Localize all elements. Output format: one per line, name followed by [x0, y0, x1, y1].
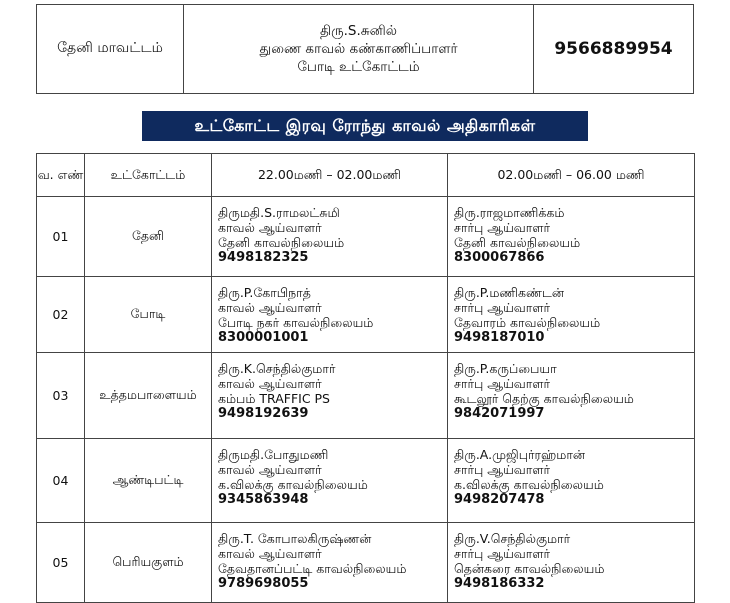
officer-name: திரு.P.கருப்பையா — [454, 361, 557, 376]
row-serial: 04 — [37, 439, 85, 523]
officer-rank: காவல் ஆய்வாளர் — [218, 376, 322, 391]
officer-name: திருமதி.S.ராமலட்சுமி — [218, 205, 340, 220]
district-name: தேனி மாவட்டம் — [57, 40, 163, 56]
officer-cell-s1 — [212, 353, 448, 439]
table-body — [37, 197, 695, 603]
officer-rank: காவல் ஆய்வாளர் — [218, 546, 322, 561]
officer-name: திருமதி.போதுமணி — [218, 447, 329, 462]
officer-phone: 9498187010 — [454, 330, 545, 345]
row-subdivision: பெரியகுளம் — [85, 523, 212, 603]
row-serial: 05 — [37, 523, 85, 603]
table-header-row — [37, 154, 695, 197]
section-banner — [142, 111, 588, 141]
col-subdivision: உட்கோட்டம் — [85, 154, 212, 197]
officer-cell-s2 — [448, 277, 695, 353]
officer-station: தேவதானப்பட்டி காவல்நிலையம் — [218, 561, 407, 576]
table-row — [37, 197, 695, 277]
officer-phone: 9498186332 — [454, 576, 545, 591]
officer-rank: சார்பு ஆய்வாளர் — [454, 300, 551, 315]
officer-rank: சார்பு ஆய்வாளர் — [454, 546, 551, 561]
officer-cell-s2 — [448, 439, 695, 523]
officer-phone: 9345863948 — [218, 492, 309, 507]
officer-rank: சார்பு ஆய்வாளர் — [454, 220, 551, 235]
patrol-table — [36, 153, 695, 603]
phone-cell — [534, 5, 693, 93]
officer-station: தென்கரை காவல்நிலையம் — [454, 561, 605, 576]
officer-name: திரு.P.மணிகண்டன் — [454, 285, 564, 300]
officer-cell-s2 — [448, 353, 695, 439]
officer-phone: 9498182325 — [218, 250, 309, 265]
officer-name: திரு.V.செந்தில்குமார் — [454, 531, 571, 546]
officer-name: திரு.ராஜமாணிக்கம் — [454, 205, 565, 220]
row-subdivision: தேனி — [85, 197, 212, 277]
officer-rank: காவல் ஆய்வாளர் — [218, 220, 322, 235]
officer-name: திரு.S.சுனில் — [320, 23, 397, 39]
officer-name: திரு.P.கோபிநாத் — [218, 285, 311, 300]
row-subdivision: போடி — [85, 277, 212, 353]
district-cell — [37, 5, 184, 93]
officer-cell — [184, 5, 534, 93]
officer-phone: 9498192639 — [218, 406, 309, 421]
officer-phone: 9566889954 — [554, 39, 673, 59]
officer-phone: 8300067866 — [454, 250, 545, 265]
officer-station: தேனி காவல்நிலையம் — [454, 235, 581, 250]
officer-station: தேனி காவல்நிலையம் — [218, 235, 345, 250]
officer-designation: துணை காவல் கண்காணிப்பாளர் — [259, 41, 458, 57]
officer-name: திரு.T. கோபாலகிருஷ்ணன் — [218, 531, 372, 546]
officer-rank: சார்பு ஆய்வாளர் — [454, 462, 551, 477]
officer-cell-s1 — [212, 197, 448, 277]
officer-subdivision: போடி உட்கோட்டம் — [297, 59, 420, 75]
officer-station: க.விலக்கு காவல்நிலையம் — [454, 477, 604, 492]
row-subdivision: உத்தமபாளையம் — [85, 353, 212, 439]
row-serial: 03 — [37, 353, 85, 439]
col-shift1: 22.00மணி – 02.00மணி — [212, 154, 448, 197]
row-serial: 01 — [37, 197, 85, 277]
table-row — [37, 353, 695, 439]
col-serial: வ. எண் — [37, 154, 85, 197]
officer-station: க.விலக்கு காவல்நிலையம் — [218, 477, 368, 492]
officer-phone: 9789698055 — [218, 576, 309, 591]
officer-name: திரு.K.செந்தில்குமார் — [218, 361, 336, 376]
row-subdivision: ஆண்டிபட்டி — [85, 439, 212, 523]
officer-station: கூடலூர் தெற்கு காவல்நிலையம் — [454, 391, 634, 406]
officer-rank: சார்பு ஆய்வாளர் — [454, 376, 551, 391]
officer-rank: காவல் ஆய்வாளர் — [218, 300, 322, 315]
officer-phone: 9842071997 — [454, 406, 545, 421]
officer-phone: 9498207478 — [454, 492, 545, 507]
banner-title: உட்கோட்ட இரவு ரோந்து காவல் அதிகாரிகள் — [194, 115, 536, 135]
table-row — [37, 277, 695, 353]
officer-cell-s1 — [212, 439, 448, 523]
officer-station: தேவாரம் காவல்நிலையம் — [454, 315, 601, 330]
col-shift2: 02.00மணி – 06.00 மணி — [448, 154, 695, 197]
header-box — [36, 4, 694, 94]
officer-name: திரு.A.முஜிபுர்ரஹ்மான் — [454, 447, 586, 462]
officer-station: போடி நகர் காவல்நிலையம் — [218, 315, 374, 330]
officer-cell-s2 — [448, 197, 695, 277]
officer-rank: காவல் ஆய்வாளர் — [218, 462, 322, 477]
officer-station: கம்பம் TRAFFIC PS — [218, 391, 330, 406]
officer-cell-s1 — [212, 277, 448, 353]
table-row — [37, 439, 695, 523]
officer-phone: 8300001001 — [218, 330, 309, 345]
row-serial: 02 — [37, 277, 85, 353]
